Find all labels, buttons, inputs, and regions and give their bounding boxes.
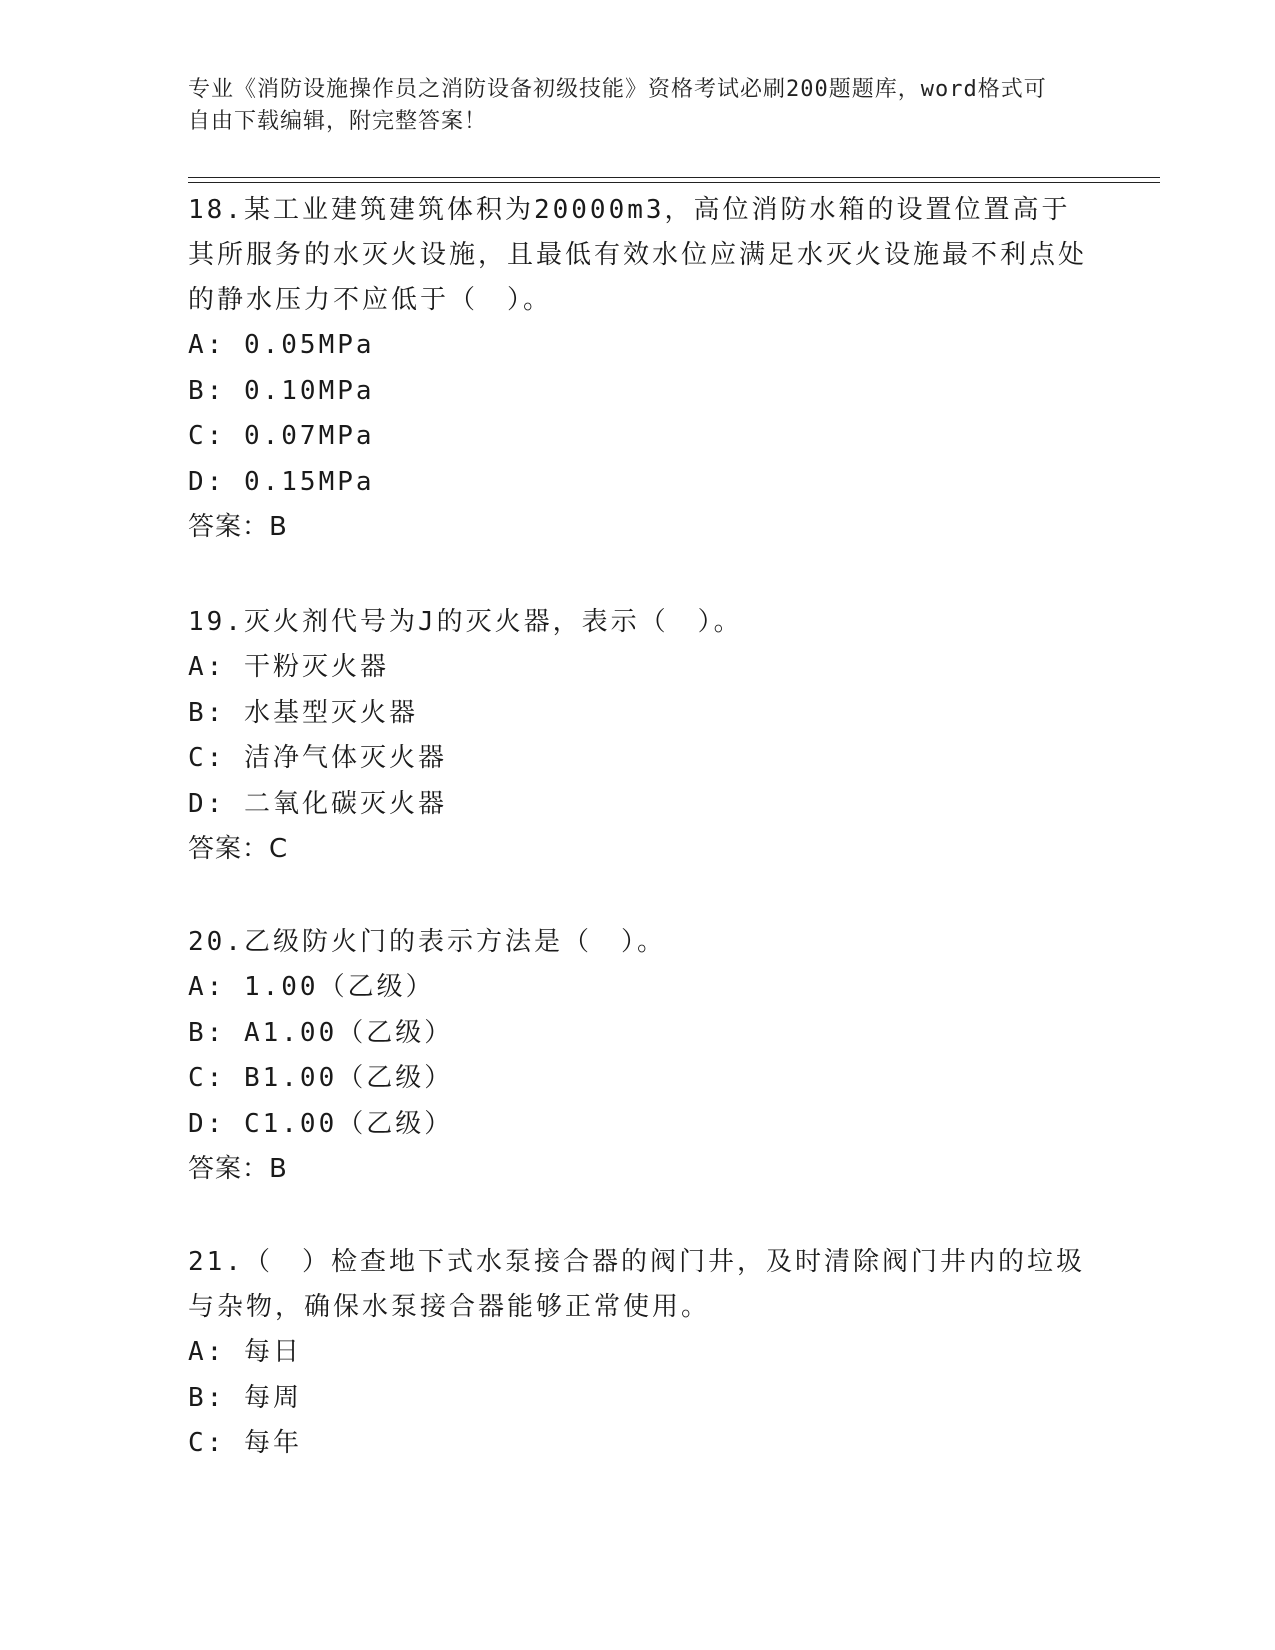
question-21: [188, 1240, 1088, 1467]
question-stem: 21.（ ）检查地下式水泵接合器的阀门井，及时清除阀门井内的垃圾与杂物，确保水泵接合器能够正常使用。: [188, 1247, 1085, 1322]
option-a: A: 干粉灭火器: [188, 652, 389, 682]
option-a: A: 0.05MPa: [188, 330, 375, 360]
option-c: C: 每年: [188, 1428, 302, 1458]
option-a: A: 1.00（乙级）: [188, 972, 435, 1002]
question-18: [188, 188, 1088, 550]
option-b: B: 0.10MPa: [188, 375, 375, 406]
answer-text: 答案：B: [188, 1154, 288, 1184]
option-b: B: 每周: [188, 1382, 302, 1413]
option-a: A: 每日: [188, 1337, 302, 1367]
question-stem: 18.某工业建筑建筑体积为20000m3，高位消防水箱的设置位置高于其所服务的水灭火设施，且最低有效水位应满足水灭火设施最不利点处的静水压力不应低于（ ）。: [188, 195, 1088, 315]
option-b: B: A1.00（乙级）: [188, 1017, 454, 1048]
question-stem: 19.灭火剂代号为J的灭火器，表示（ ）。: [188, 607, 743, 637]
option-d: D: 0.15MPa: [188, 466, 375, 497]
option-b: B: 水基型灭火器: [188, 697, 418, 728]
option-c: C: 洁净气体灭火器: [188, 743, 447, 773]
answer-text: 答案：C: [188, 834, 289, 864]
question-19: [188, 600, 1088, 872]
option-c: C: B1.00（乙级）: [188, 1063, 454, 1093]
option-c: C: 0.07MPa: [188, 421, 375, 451]
option-d: D: C1.00（乙级）: [188, 1108, 454, 1139]
answer-text: 答案：B: [188, 512, 288, 542]
document-header: 专业《消防设施操作员之消防设备初级技能》资格考试必刷200题题库，word格式可自由下载编辑，附完整答案！: [188, 77, 1047, 134]
question-stem: 20.乙级防火门的表示方法是（ ）。: [188, 927, 666, 957]
header-divider-bottom: [188, 182, 1160, 183]
header-divider-top: [188, 177, 1160, 178]
question-20: [188, 920, 1088, 1192]
option-d: D: 二氧化碳灭火器: [188, 788, 447, 819]
